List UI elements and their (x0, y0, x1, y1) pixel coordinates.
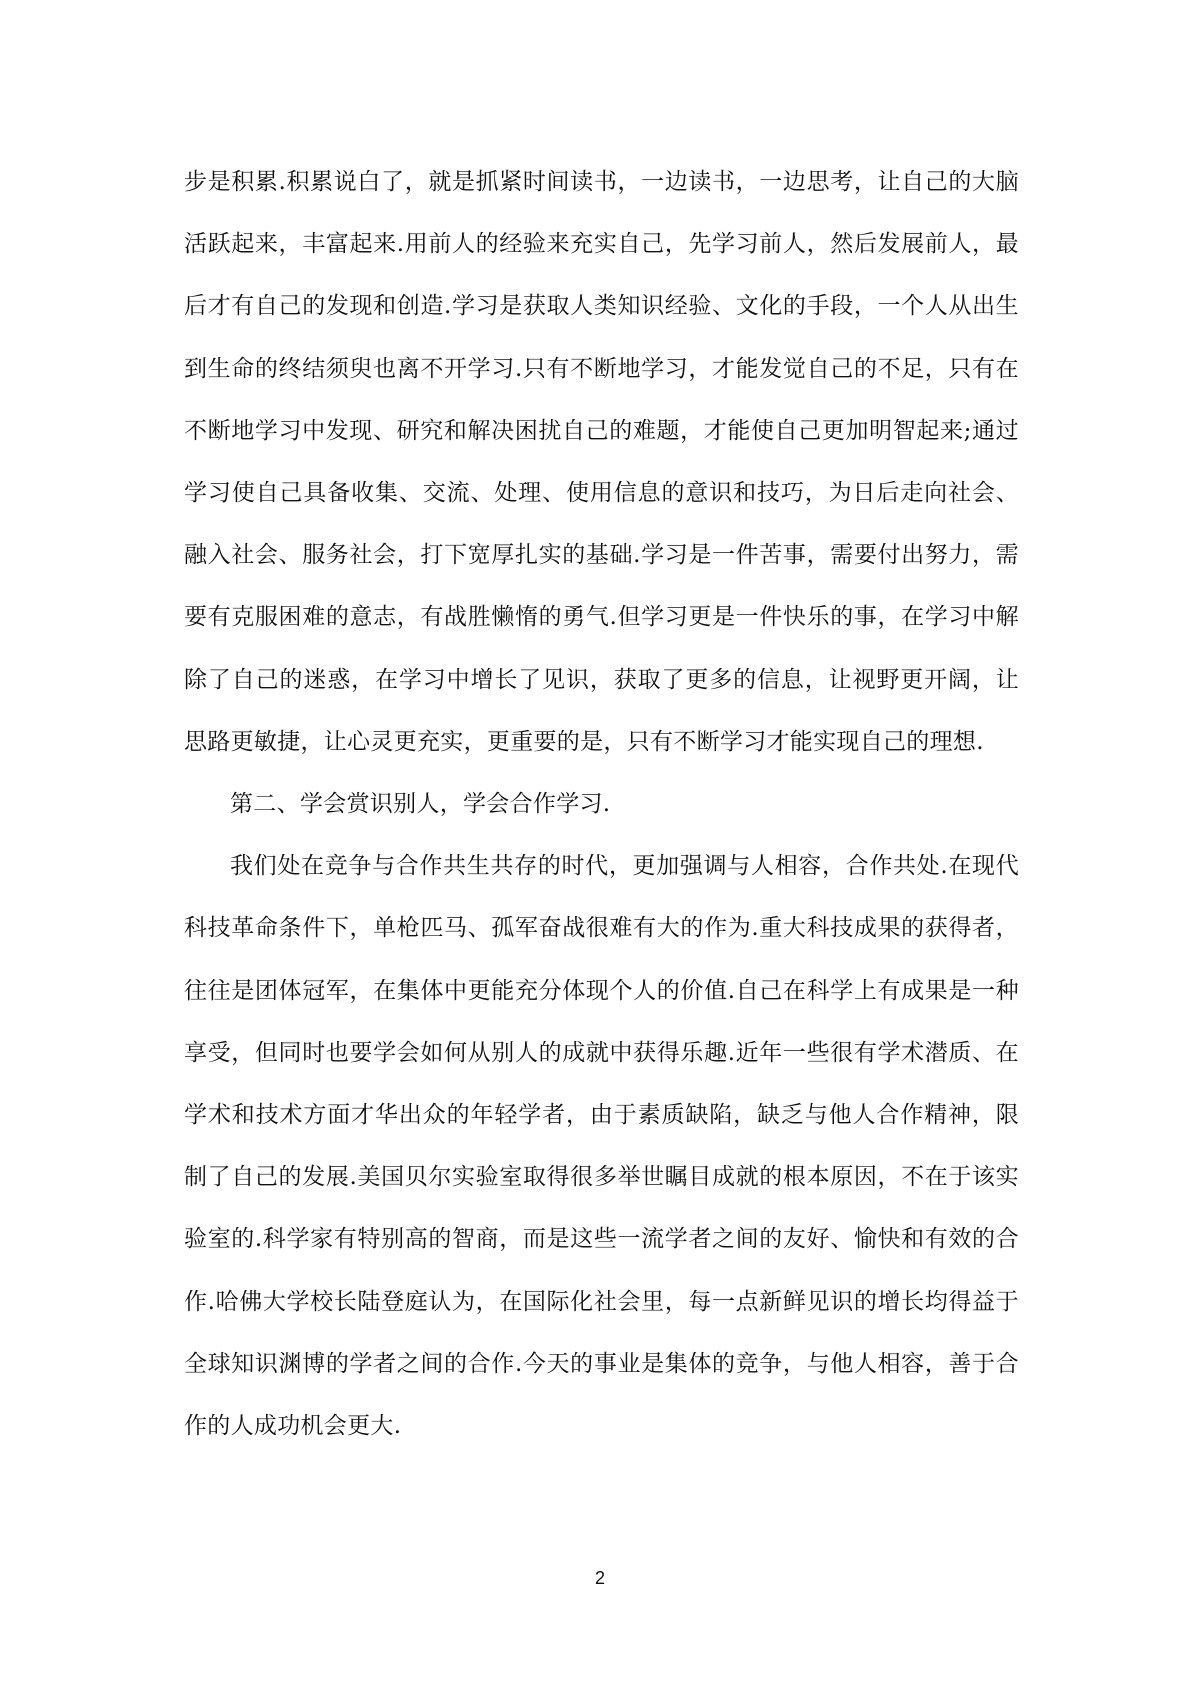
paragraph-cooperation: 我们处在竞争与合作共生共存的时代，更加强调与人相容，合作共处.在现代科技革命条件下，单枪匹马、孤军奋战很难有大的作为.重大科技成果的获得者，往往是团体冠军，在集体中更能充分体现个人的价值.自己在科学上有成果是一种享受，但同时也要学会如何从别人的成就中获得乐趣.近年一些很有学术潜质、在学术和技术方面才华出众的年轻学者，由于素质缺陷，缺乏与他人合作精神，限制了自己的发展.美国贝尔实验室取得很多举世瞩目成就的根本原因，不在于该实验室的.科学家有特别高的智商，而是这些一流学者之间的友好、愉快和有效的合作.哈佛大学校长陆登庭认为，在国际化社会里，每一点新鲜见识的增长均得益于全球知识渊博的学者之间的合作.今天的事业是集体的竞争，与他人相容，善于合作的人成功机会更大. (184, 853, 1019, 1440)
document-body (184, 151, 1019, 1457)
paragraph-section-heading-two: 第二、学会赏识别人，学会合作学习. (230, 791, 611, 818)
paragraph-study-accumulation: 步是积累.积累说白了，就是抓紧时间读书，一边读书，一边思考，让自己的大脑活跃起来，丰富起来.用前人的经验来充实自己，先学习前人，然后发展前人，最后才有自己的发现和创造.学习是获取人类知识经验、文化的手段，一个人从出生到生命的终结须臾也离不开学习.只有不断地学习，才能发觉自己的不足，只有在不断地学习中发现、研究和解决困扰自己的难题，才能使自己更加明智起来;通过学习使自己具备收集、交流、处理、使用信息的意识和技巧，为日后走向社会、融入社会、服务社会，打下宽厚扎实的基础.学习是一件苦事，需要付出努力，需要有克服困难的意志，有战胜懒惰的勇气.但学习更是一件快乐的事，在学习中解除了自己的迷惑，在学习中增长了见识，获取了更多的信息，让视野更开阔，让思路更敏捷，让心灵更充实，更重要的是，只有不断学习才能实现自己的理想. (184, 169, 1019, 755)
page-number: 2 (594, 1568, 605, 1588)
